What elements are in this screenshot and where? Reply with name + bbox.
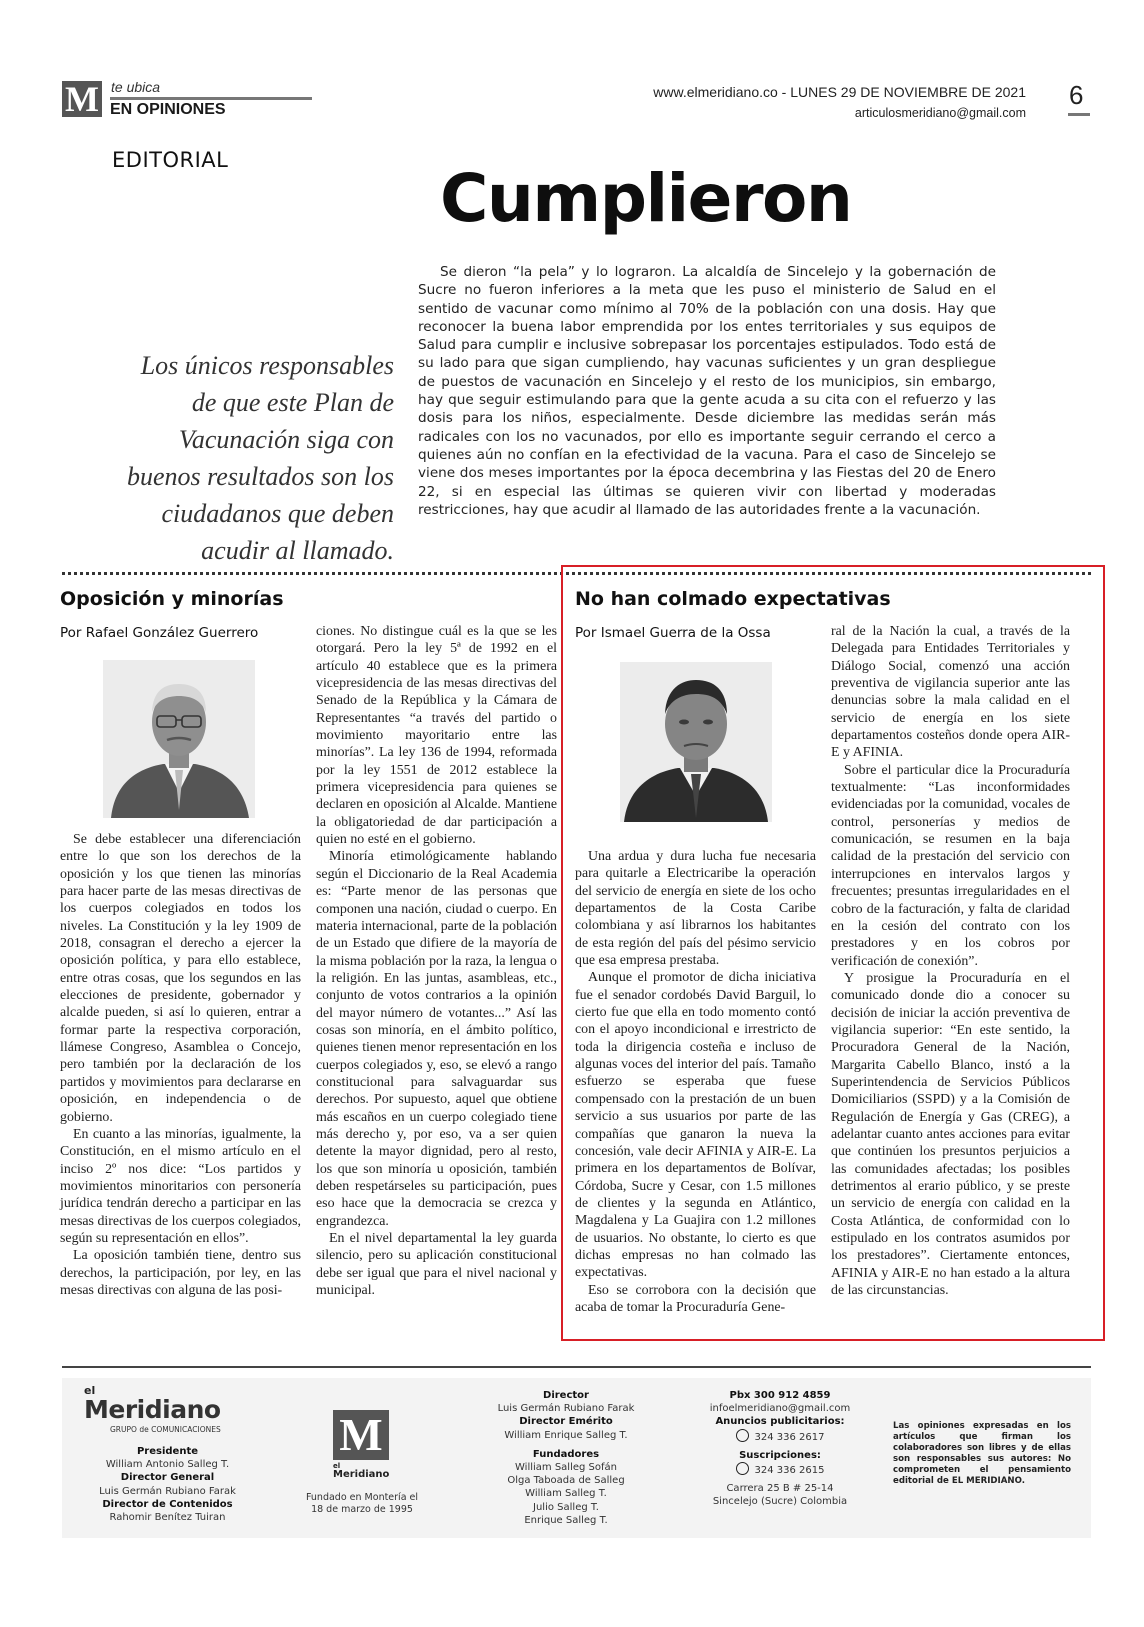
pull-quote: Los únicos responsables de que este Plan de Vacunación siga con buenos resultados son los ciudadanos que deben acudir al llamado. [127, 351, 394, 565]
highlight-box [561, 565, 1105, 1341]
paragraph: En cuanto a las minorías, igualmente, la Constitución, en el mismo artículo en el inciso 2º nos dice: “Los partidos y movimientos minoritarios con personería jurídica tendrán derecho a participar en las mesas directivas de los cuerpos colegiados, según su representación en ellos”. [60, 1126, 301, 1246]
presidente-label: Presidente [136, 1446, 199, 1457]
fundadores-label: Fundadores [532, 1448, 600, 1460]
footer-m-logo: M [333, 1410, 389, 1460]
meridiano-logo: M [62, 81, 102, 117]
director-contenidos-label: Director de Contenidos [102, 1498, 233, 1510]
anuncios-phone: 324 336 2617 [754, 1431, 825, 1443]
whatsapp-icon [736, 1462, 749, 1475]
suscripciones-phone: 324 336 2615 [754, 1465, 825, 1477]
pbx: Pbx 300 912 4859 [729, 1390, 831, 1401]
editorial-body [418, 263, 996, 519]
article-left-byline: Por Rafael González Guerrero [60, 625, 259, 641]
whatsapp-icon [736, 1429, 749, 1442]
header-rule [110, 97, 312, 100]
footer-brand-el: el [84, 1384, 96, 1397]
paragraph: Una ardua y dura lucha fue necesaria para quitarle a Electricaribe la operación del servicio de energía en siete de los ocho departamentos de la Costa Caribe colombiana y así librarnos los habitantes de esta región del país del pésimo servicio que esa empresa prestaba. [575, 849, 816, 969]
section-title: EN OPINIONES [110, 101, 226, 118]
paragraph: Se debe establecer una diferenciación entre lo que son los derechos de la oposición y los que tienen las minorías para hacer parte de las mesas directivas de los cuerpos colegiados en todos los niveles. La Constitución y la ley 1909 de 2018, consagran el derecho a ejercer la oposición política, y para ello establece, entre otras cosas, que los segundos en las elecciones de presidente, gobernador y alcalde pueden, si así lo quieren, entrar a formar parte la respectiva corporación, llámese Congreso, Asamblea o Concejo, pero también por la declaración de los partidos y movimientos para declararse en oposición, en independencia o de gobierno. [60, 832, 301, 1125]
paragraph: Minoría etimológicamente hablando según el Diccionario de la Real Academia es: “Parte menor de las personas que componen una nación, ciudad o cuerpo. En materia internacional, parte de la población de un Estado que difiere de la mayoría de la misma población por la raza, la lengua o la religión. En las juntas, asambleas, etc., conjunto de votos contrarios a la opinión del mayor número de votantes...” Así las cosas son minoría, en el ámbito político, quienes tienen menor representación en los cuerpos colegiados y, eso, se elevó a rango constitucional para salvaguardar sus derechos. Por supuesto, aquel que obtiene más escaños en un cuerpo colegiado tiene más derecho y, por eso, va a ser quien detente la mayor dignidad, pero al resto, los que son minoría u oposición, también deben respetárseles su participación, pues eso hace que la democracia se crezca y engrandezca. [316, 849, 557, 1229]
paragraph: En el nivel departamental la ley guarda silencio, pero su aplicación constitucional debe ser igual que para el nivel nacional y municipal. [316, 1231, 557, 1299]
editorial-paragraph: Se dieron “la pela” y lo lograron. La alcaldía de Sincelejo y la gobernación de Sucre no fueron inferiores a la meta que les puso el ministerio de Salud en el sentido de vacunar como mínimo al 70% de la población con una dosis. Hay que reconocer la buena labor emprendida por los entes territoriales y sus equipos de Salud para cumplir e inclusive sobrepasar los porcentajes estipulados. Todo está de su lado para que sigan cumpliendo, hay vacunas suficientes y un gran despliegue de puestos de vacunación en Sincelejo y el resto de los municipios, sin embargo, hay que seguir estimulando para que la gente acuda a su cita con el refuerzo y las dosis para los niños, especialmente. Desde diciembre las medidas serán más radicales con los no vacunados, por ello es importante seguir cerrando el cerco a quienes aún no confían en la efectividad de la vacuna. Para el caso de Sincelejo se viene dos meses importantes por la época decembrina y las Fiestas del 20 de Enero 22, si en especial las últimas se quieren vivir con libertad y moderadas restricciones, hay que acudir al llamado de las autoridades frente a la vacunación. [418, 264, 996, 518]
director-name: Luis Germán Rubiano Farak [497, 1403, 635, 1415]
anuncios-label: Anuncios publicitarios: [715, 1416, 845, 1428]
paragraph: Aunque el promotor de dicha iniciativa fue el senador cordobés David Barguil, lo cierto fue que ella en todo momento contó con el apoyo incondicional e irrestricto de toda la dirigencia costeña e incluso de algunas voces del interior del país. Tamaño esfuerzo se esperaba que fuese compensado con la prestación de un buen servicio a sus usuarios por parte de las compañías que ganaron la nueva la concesión, vale decir AFINIA y AIR-E. La primera en los departamentos de Bolívar, Córdoba, Sucre y Cesar, con 1.5 millones de clientes y la segunda en Atlántico, Magdalena y La Guajira con 1.2 millones de usuarios. No obstante, lo cierto es que dichas empresas no han colmado las expectativas. [575, 970, 816, 1281]
author-photo-left [103, 660, 255, 818]
editorial-label: EDITORIAL [112, 148, 229, 172]
portrait-image [103, 660, 255, 818]
director-emerito-label: Director Emérito [519, 1416, 613, 1428]
page-number-rule [1068, 113, 1090, 116]
city: Sincelejo (Sucre) Colombia [712, 1496, 848, 1508]
footer-staff [80, 1445, 255, 1524]
contact-email: infoelmeridiano@gmail.com [709, 1403, 851, 1415]
fundador: Olga Taboada de Salleg [507, 1475, 625, 1487]
director-emerito-name: William Enrique Salleg T. [504, 1429, 628, 1441]
suscripciones-label: Suscripciones: [739, 1449, 821, 1461]
article-right-title: No han colmado expectativas [575, 588, 891, 610]
footer-brand-sub: GRUPO de COMUNICACIONES [110, 1425, 221, 1434]
footer-contact [690, 1389, 870, 1509]
bottom-rule [62, 1366, 1091, 1368]
paragraph: ciones. No distingue cuál es la que se les otorgará. Pero la ley 5ª de 1992 en el artículo 40 establece que es la primera vicepresidencia de las mesas directivas del Senado de la República y la Cámara de Representantes “a través del partido o movimiento mayoritario entre las minorías”. La ley 136 de 1994, reformada por la ley 1551 de 2012 establece la primera vicepresidencia para quienes se declaren en oposición al Alcalde. Mantiene la obligatoriedad de dar participación a quien no esté en el gobierno. [316, 624, 557, 848]
director-general-name: Luis Germán Rubiano Farak [99, 1485, 236, 1497]
footer-disclaimer: Las opiniones expresadas en los artículos que firman los colaboradores son libres y de ellas son responsables sus autores: No comprometen el pensamiento editorial de EL MERIDIANO. [893, 1421, 1071, 1486]
dateline: www.elmeridiano.co - LUNES 29 DE NOVIEMBRE DE 2021 [653, 84, 1026, 100]
footer-directors [480, 1389, 652, 1527]
paragraph: Y prosigue la Procuraduría en el comunicado donde dio a conocer su decisión de iniciar la acción preventiva de vigilancia superior: “En este sentido, la Procuradora General de la Nación, Margarita Cabello Blanco, instó a la Superintendencia de Servicios Públicos Domiciliarios (SSPD) y a la Comisión de Regulación de Energía y Gas (CREG), a adelantar cuanto antes acciones para evitar que continúen los presuntos perjuicios a las comunidades afectadas; los posibles detrimentos al erario público, y se preste un servicio de energía con calidad en la Costa Atlántica, de conformidad con lo estipulado en los contratos asumidos por los prestadores”. Ciertamente entonces, AFINIA y AIR-E no han estado a la altura de las circunstancias. [831, 970, 1070, 1299]
header-email: articulosmeridiano@gmail.com [854, 106, 1026, 120]
fundador: Julio Salleg T. [533, 1501, 599, 1513]
footer-brand-name: Meridiano [84, 1395, 221, 1424]
footer-fundado: Fundado en Montería el 18 de marzo de 1995 [305, 1492, 419, 1515]
article-left-col2 [316, 623, 557, 1299]
tagline: te ubica [111, 79, 161, 95]
page-number: 6 [1069, 80, 1084, 110]
director-general-label: Director General [120, 1472, 215, 1484]
paragraph: Sobre el particular dice la Procuraduría textualmente: “Las inconformidades evidenciadas por la comunidad, vocales de control, personerías y medios de comunicación, se resumen en la baja calidad de la prestación del servicio con interrupciones en intervalos largos y frecuentes; presuntas irregularidades en el cobro de la facturación, y falta de claridad en la cesión del contrato con los prestadores y en los cobros por verificación de conexión”. [831, 762, 1070, 969]
presidente-name: William Antonio Salleg T. [105, 1459, 230, 1471]
fundador: William Salleg T. [525, 1488, 607, 1500]
editorial-headline: Cumplieron [440, 160, 852, 237]
article-left-title: Oposición y minorías [60, 588, 284, 610]
fundador: William Salleg Sofán [515, 1462, 617, 1474]
address: Carrera 25 B # 25-14 [726, 1483, 834, 1495]
paragraph: Eso se corrobora con la decisión que acaba de tomar la Procuraduría Gene- [575, 1282, 816, 1315]
fundador: Enrique Salleg T. [524, 1514, 608, 1526]
director-label: Director [543, 1390, 589, 1401]
article-right-byline: Por Ismael Guerra de la Ossa [575, 625, 771, 641]
paragraph: La oposición también tiene, dentro sus derechos, la participación, por ley, en las mesas directivas con alguna de las posi- [60, 1248, 301, 1298]
footer-m-logo-name: Meridiano [333, 1469, 390, 1480]
article-left-col1 [60, 831, 301, 1299]
paragraph: ral de la Nación la cual, a través de la Delegada para Entidades Territoriales y Diálogo Social, comenzó una acción preventiva de vigilancia superior ante las denuncias sobre la mala calidad en el servicio de energía en los siete departamentos costeños donde opera AIR-E y AFINIA. [831, 624, 1070, 761]
footer-m-logo-el: el [333, 1462, 341, 1470]
director-contenidos-name: Rahomir Benítez Tuiran [109, 1512, 226, 1524]
